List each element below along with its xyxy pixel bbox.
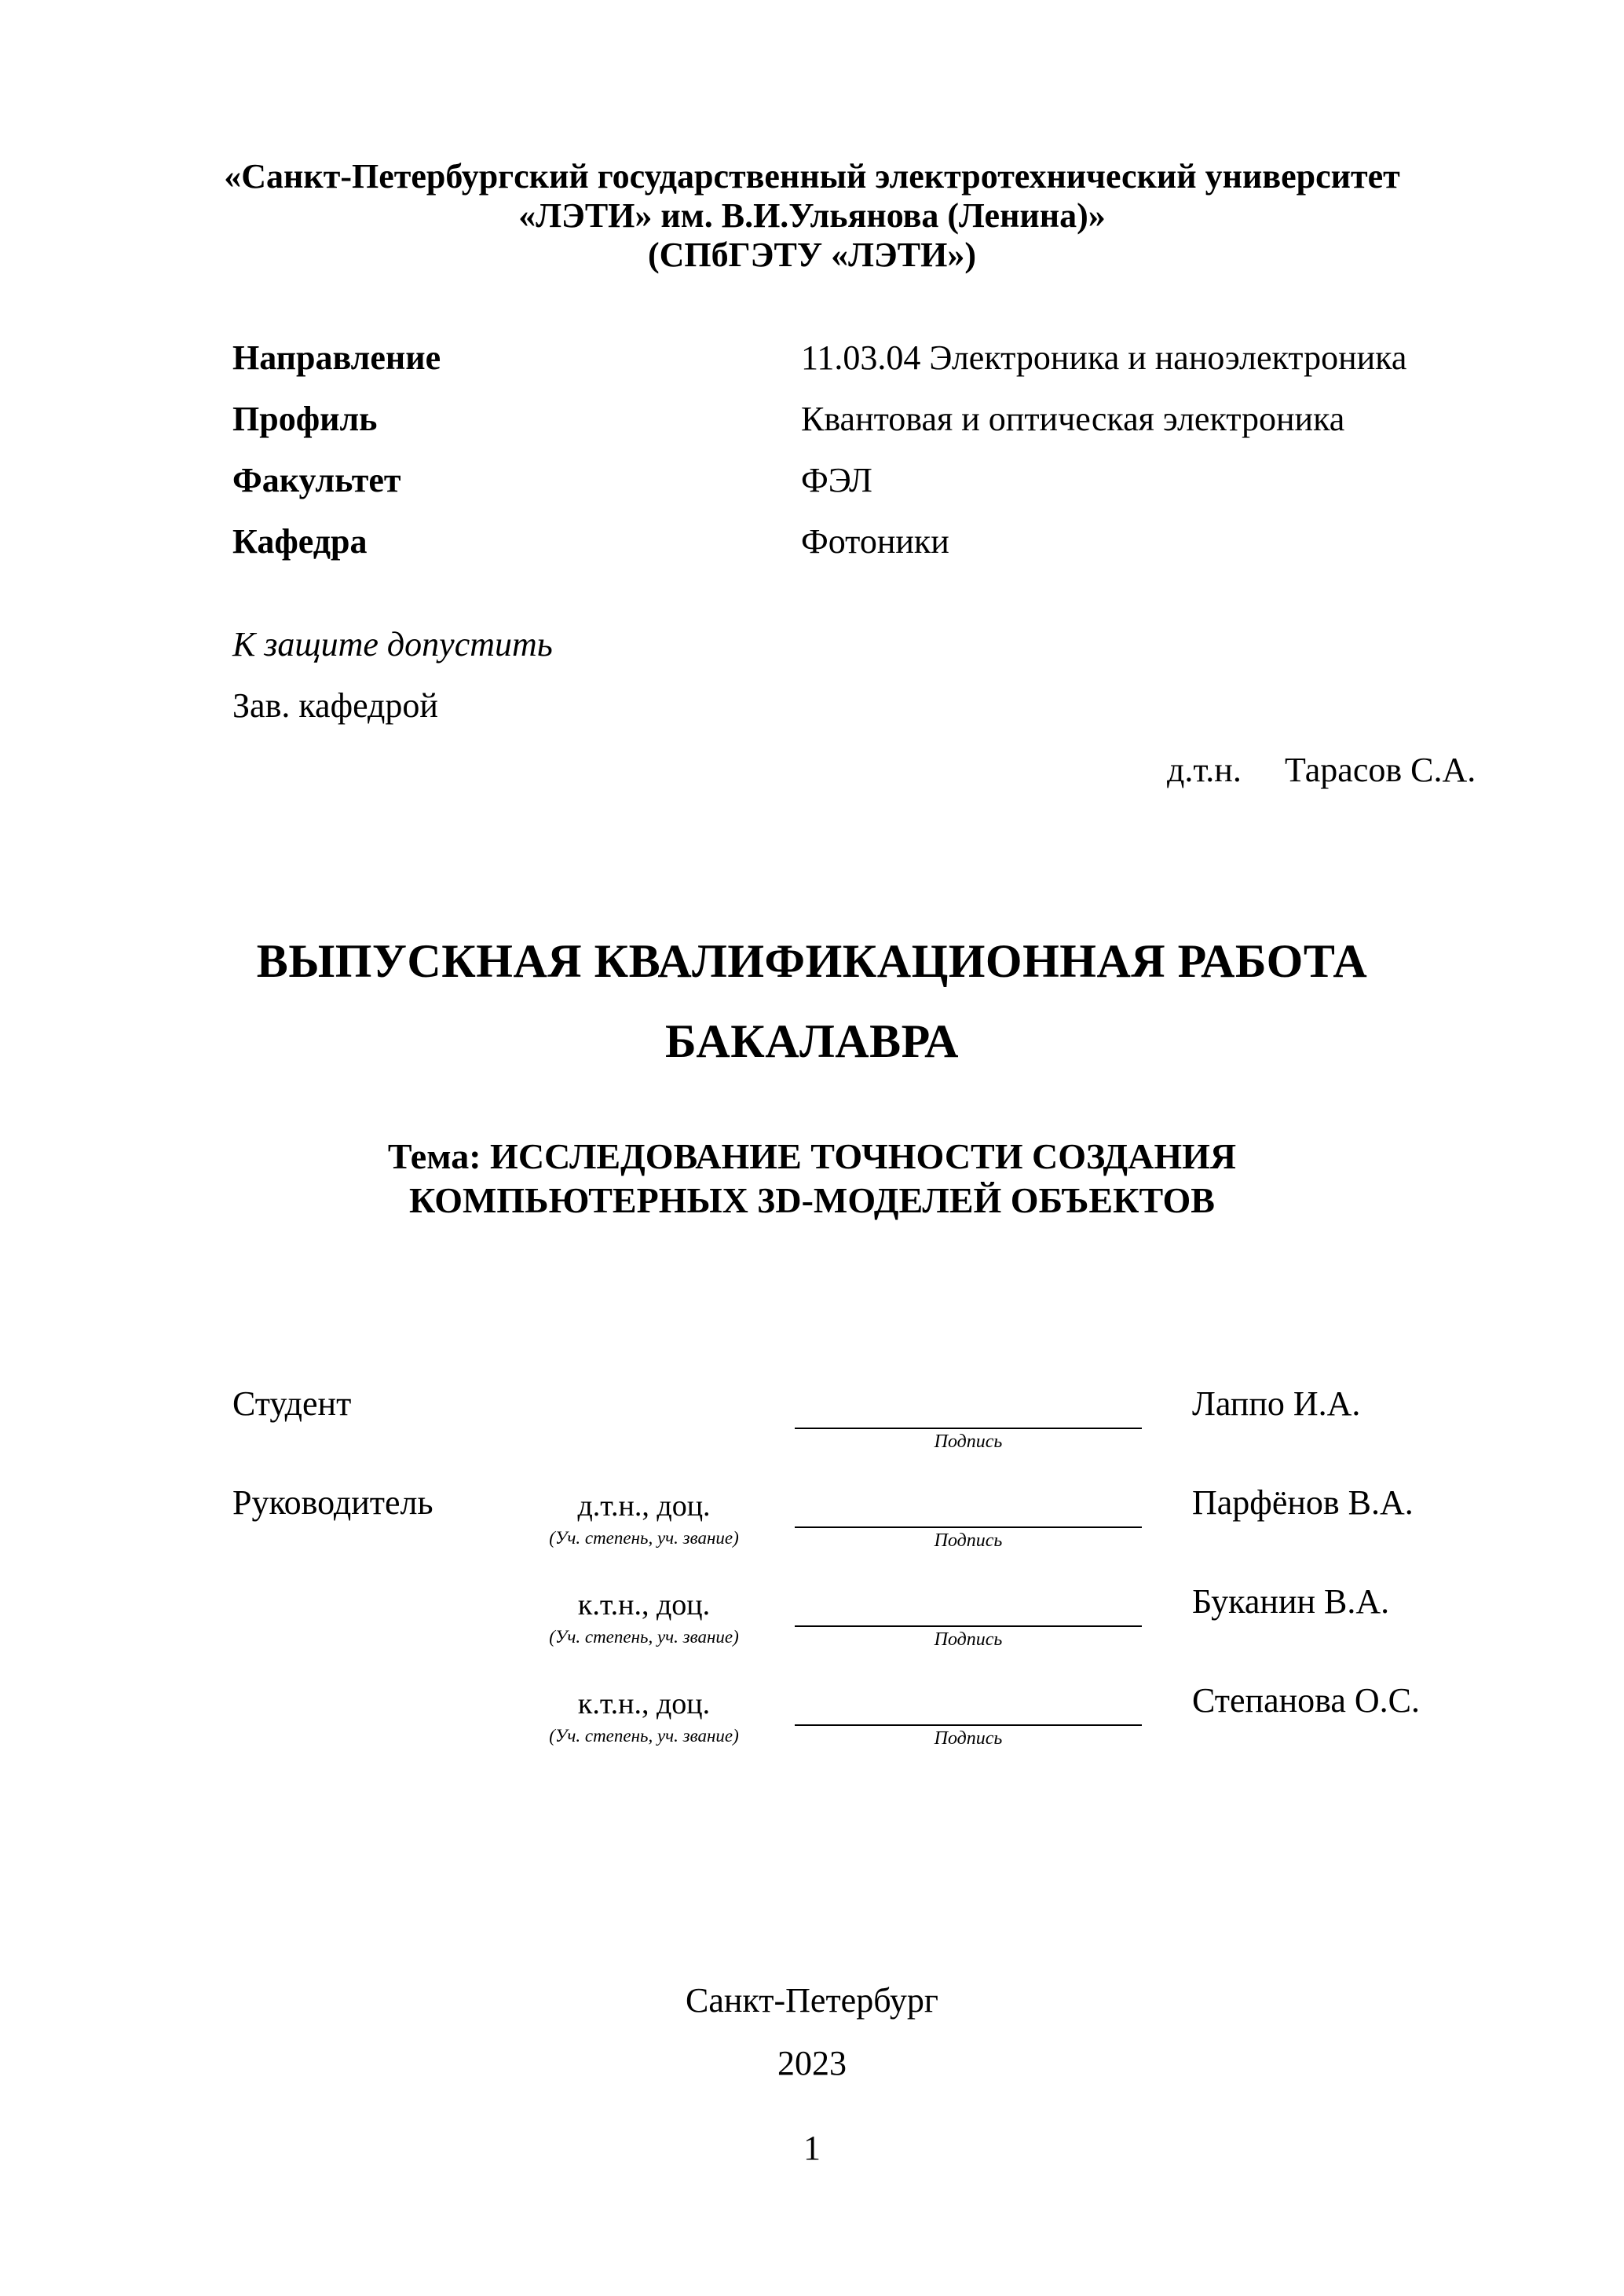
university-abbreviation: (СПбГЭТУ «ЛЭТИ») xyxy=(648,236,976,274)
approval-note: К защите допустить xyxy=(232,625,553,664)
theme-line-2: КОМПЬЮТЕРНЫХ 3D-МОДЕЛЕЙ ОБЪЕКТОВ xyxy=(409,1180,1215,1220)
supervisor-1-name: Парфёнов В.А. xyxy=(1192,1483,1414,1522)
supervisor-2-signature-caption: Подпись xyxy=(934,1629,1003,1650)
approval-degree: д.т.н. xyxy=(1167,751,1242,789)
approval-name: Тарасов С.А. xyxy=(1285,751,1476,789)
supervisor-1-signature-caption: Подпись xyxy=(934,1530,1003,1551)
info-label-direction: Направление xyxy=(232,338,441,377)
university-name-line-2: «ЛЭТИ» им. В.И.Ульянова (Ленина)» xyxy=(518,196,1106,235)
info-label-faculty: Факультет xyxy=(232,461,401,499)
student-signature-caption: Подпись xyxy=(934,1431,1003,1452)
supervisor-2-degree-caption: (Уч. степень, уч. звание) xyxy=(549,1627,739,1647)
student-name: Лаппо И.А. xyxy=(1192,1384,1361,1423)
student-label: Студент xyxy=(232,1384,352,1423)
info-value-department: Фотоники xyxy=(801,522,949,561)
supervisor-1-degree-caption: (Уч. степень, уч. звание) xyxy=(549,1528,739,1548)
supervisor-1-degree: д.т.н., доц. xyxy=(577,1490,711,1523)
work-title-line-1: ВЫПУСКНАЯ КВАЛИФИКАЦИОННАЯ РАБОТА xyxy=(256,935,1368,987)
page-number: 1 xyxy=(803,2129,821,2167)
supervisor-3-signature-caption: Подпись xyxy=(934,1728,1003,1749)
work-title-line-2: БАКАЛАВРА xyxy=(665,1015,959,1067)
info-value-profile: Квантовая и оптическая электроника xyxy=(801,400,1345,438)
info-label-profile: Профиль xyxy=(232,400,378,438)
info-label-department: Кафедра xyxy=(232,522,368,561)
supervisor-3-degree: к.т.н., доц. xyxy=(577,1687,711,1720)
info-value-direction: 11.03.04 Электроника и наноэлектроника xyxy=(801,338,1407,377)
year: 2023 xyxy=(777,2044,847,2082)
supervisor-label: Руководитель xyxy=(232,1483,433,1522)
supervisor-1-signature-line xyxy=(795,1526,1142,1528)
theme-line-1: Тема: ИССЛЕДОВАНИЕ ТОЧНОСТИ СОЗДАНИЯ xyxy=(387,1136,1237,1176)
supervisor-3-name: Степанова О.С. xyxy=(1192,1681,1420,1720)
student-signature-line xyxy=(795,1428,1142,1429)
university-name-line-1: «Санкт-Петербургский государственный электротехнический университет xyxy=(224,157,1400,196)
supervisor-2-name: Буканин В.А. xyxy=(1192,1582,1390,1621)
city: Санкт-Петербург xyxy=(686,1981,938,2020)
supervisor-2-signature-line xyxy=(795,1625,1142,1627)
approval-position: Зав. кафедрой xyxy=(232,686,438,725)
supervisor-2-degree: к.т.н., доц. xyxy=(577,1589,711,1621)
supervisor-3-degree-caption: (Уч. степень, уч. звание) xyxy=(549,1726,739,1746)
info-value-faculty: ФЭЛ xyxy=(801,461,872,499)
supervisor-3-signature-line xyxy=(795,1724,1142,1726)
